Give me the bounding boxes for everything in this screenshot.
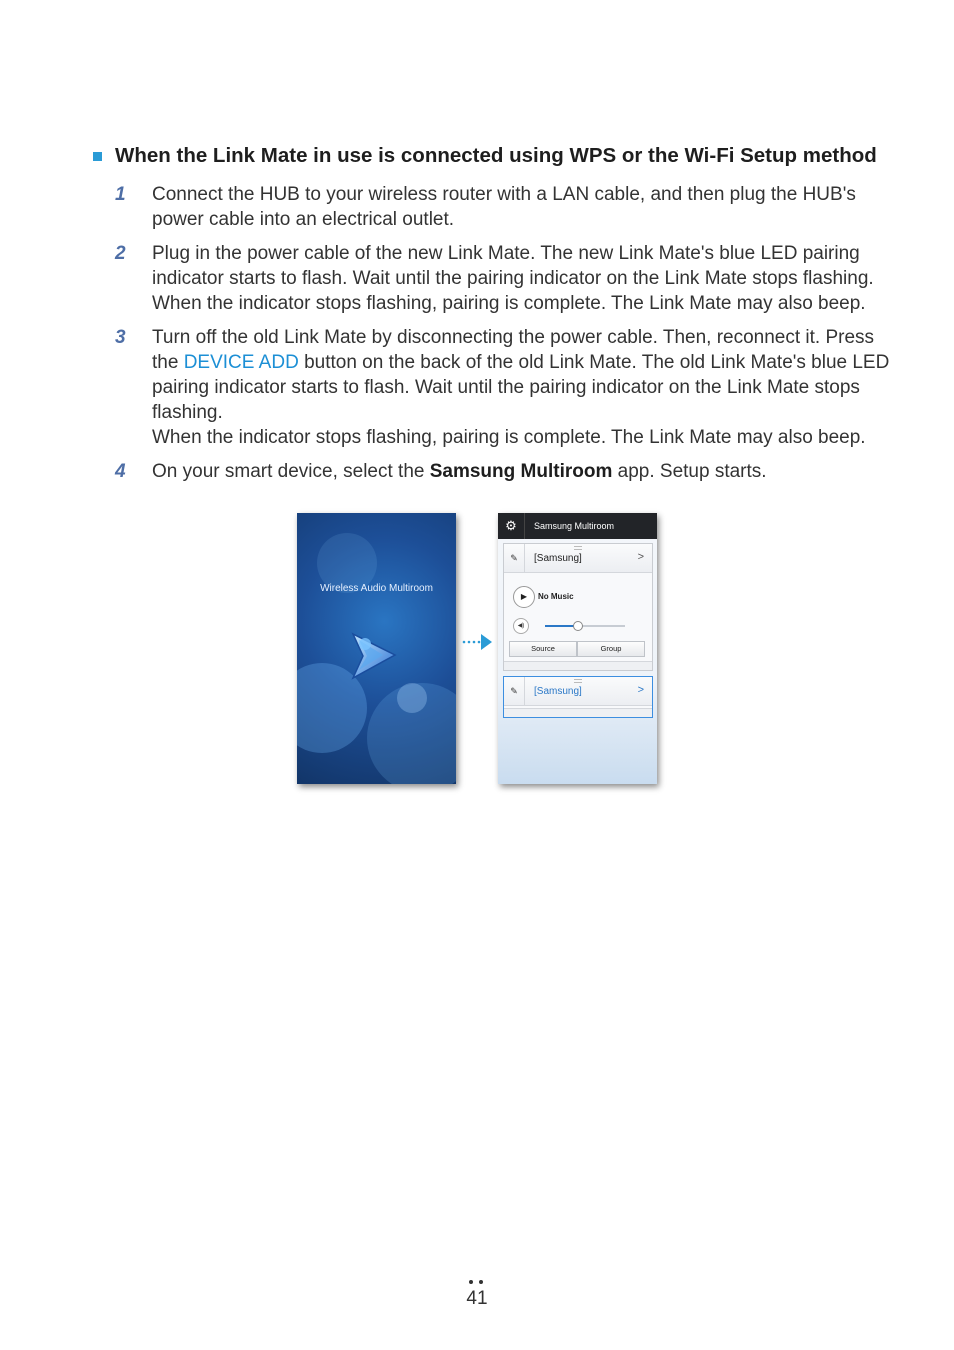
- card-handle[interactable]: [504, 661, 652, 670]
- step-item: [115, 241, 895, 316]
- grip-icon: [574, 679, 582, 683]
- speaker-card-selected: [503, 676, 653, 718]
- dot: [469, 1280, 473, 1284]
- step-item: [115, 182, 895, 232]
- app-screen: [498, 513, 657, 784]
- speaker-row[interactable]: [504, 677, 652, 706]
- grip-icon: [574, 546, 582, 550]
- step-item: [115, 325, 895, 450]
- step-text-part: button on the back of the old Link Mate. The old Link Mate's blue LED pairing indicator starts to flash. Wait until the pairing indicator on the Link Mate stops flashing.: [152, 352, 890, 423]
- speaker-name: [Samsung]: [534, 553, 582, 564]
- volume-slider-knob[interactable]: [573, 621, 583, 631]
- page-number: 41: [466, 1288, 488, 1309]
- step-text-part: Turn off the old Link Mate by disconnecting the power cable. Then, reconnect it. Press the: [152, 327, 875, 373]
- chevron-right-icon[interactable]: >: [637, 684, 644, 696]
- step-text: [152, 459, 895, 484]
- step-number: 4: [115, 461, 126, 482]
- step-text: Plug in the power cable of the new Link Mate. The new Link Mate's blue LED pairing indicator starts to flash. Wait until the pairing indicator on the Link Mate stops flashing. When the indicator stops flashing, pairing is complete. The Link Mate may also beep.: [152, 243, 874, 314]
- page-dots: [468, 1280, 486, 1285]
- card-handle[interactable]: [504, 708, 652, 717]
- step-text-part: On your smart device, select the: [152, 461, 430, 482]
- app-header: [498, 513, 657, 539]
- track-status: No Music: [538, 592, 574, 601]
- device-add-highlight: DEVICE ADD: [183, 352, 299, 373]
- pencil-icon[interactable]: ✎: [504, 544, 525, 572]
- speaker-row[interactable]: [504, 544, 652, 573]
- bokeh-circle: [397, 683, 427, 713]
- step-text: [152, 325, 895, 425]
- step-number: 1: [115, 184, 126, 205]
- chevron-right-icon[interactable]: >: [637, 551, 644, 563]
- splash-title: Wireless Audio Multiroom: [320, 583, 433, 594]
- steps-list: [115, 182, 895, 493]
- dotted-arrow-icon: [461, 632, 493, 652]
- section-heading: [93, 144, 923, 168]
- source-button[interactable]: Source: [509, 641, 577, 657]
- app-name-highlight: Samsung Multiroom: [429, 461, 613, 482]
- volume-icon[interactable]: ◀): [513, 618, 529, 634]
- step-item: [115, 459, 895, 484]
- dot: [479, 1280, 483, 1284]
- volume-slider[interactable]: [545, 625, 625, 627]
- multiroom-logo-icon: [345, 626, 403, 684]
- section-heading-text: When the Link Mate in use is connected using WPS or the Wi-Fi Setup method: [115, 144, 877, 167]
- square-bullet-icon: [93, 152, 102, 161]
- speaker-card: [503, 543, 653, 671]
- pencil-icon[interactable]: ✎: [504, 677, 525, 705]
- splash-screen: [297, 513, 456, 784]
- step-text: Connect the HUB to your wireless router with a LAN cable, and then plug the HUB's power cable into an electrical outlet.: [152, 184, 856, 230]
- step-number: 3: [115, 327, 126, 348]
- gear-icon[interactable]: ⚙: [498, 513, 525, 539]
- group-button[interactable]: Group: [577, 641, 645, 657]
- step-number: 2: [115, 243, 126, 264]
- play-icon[interactable]: ▶: [513, 586, 535, 608]
- step-text-part: app. Setup starts.: [612, 461, 767, 482]
- step-text-note: When the indicator stops flashing, pairing is complete. The Link Mate may also beep.: [152, 427, 866, 448]
- app-title: Samsung Multiroom: [534, 521, 615, 531]
- speaker-name: [Samsung]: [534, 686, 582, 697]
